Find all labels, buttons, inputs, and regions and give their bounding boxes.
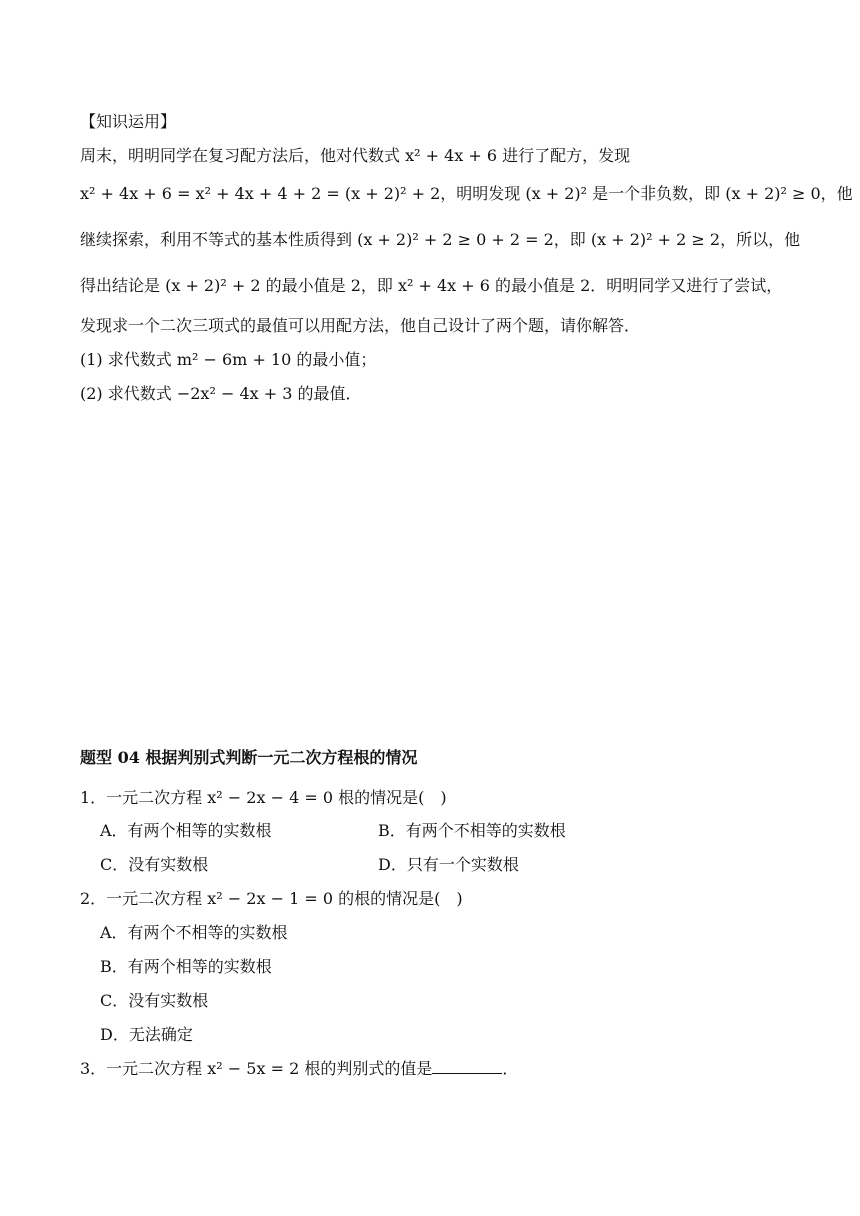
question-1-option-a: A．有两个相等的实数根 — [100, 821, 272, 840]
question-2-option-a: A．有两个不相等的实数根 — [100, 923, 288, 942]
question-3 — [80, 1059, 518, 1079]
question-2-option-c: C．没有实数根 — [100, 991, 209, 1010]
question-1-stem: 1．一元二次方程 x² − 2x − 4 = 0 根的情况是( ) — [80, 788, 447, 807]
knowledge-paragraph-line-3: 继续探索，利用不等式的基本性质得到 (x + 2)² + 2 ≥ 0 + 2 = 2，即 (x + 2)² + 2 ≥ 2，所以，他 — [80, 230, 801, 249]
question-3-stem: 3．一元二次方程 x² − 5x = 2 根的判别式的值是 — [80, 1059, 433, 1078]
answer-blank[interactable] — [432, 1059, 502, 1074]
question-3-suffix: ． — [502, 1059, 519, 1078]
knowledge-question-2: (2) 求代数式 −2x² − 4x + 3 的最值． — [80, 384, 362, 403]
question-2-option-b: B．有两个相等的实数根 — [100, 957, 272, 976]
knowledge-paragraph-line-5: 发现求一个二次三项式的最值可以用配方法，他自己设计了两个题，请你解答． — [80, 316, 641, 335]
section-title: 题型 04 根据判别式判断一元二次方程根的情况 — [80, 748, 418, 767]
question-1-option-c: C．没有实数根 — [100, 855, 209, 874]
question-2-stem: 2．一元二次方程 x² − 2x − 1 = 0 的根的情况是( ) — [80, 889, 463, 908]
question-1-option-b: B．有两个不相等的实数根 — [378, 821, 566, 840]
knowledge-paragraph-line-2: x² + 4x + 6 = x² + 4x + 4 + 2 = (x + 2)² + 2，明明发现 (x + 2)² 是一个非负数，即 (x + 2)² ≥ 0，他 — [80, 184, 853, 203]
knowledge-question-1: (1) 求代数式 m² − 6m + 10 的最小值； — [80, 350, 377, 369]
knowledge-paragraph-line-4: 得出结论是 (x + 2)² + 2 的最小值是 2，即 x² + 4x + 6 的最小值是 2．明明同学又进行了尝试， — [80, 276, 783, 295]
question-1-option-d: D．只有一个实数根 — [378, 855, 519, 874]
knowledge-paragraph-line-1: 周末，明明同学在复习配方法后，他对代数式 x² + 4x + 6 进行了配方，发现 — [80, 146, 631, 165]
knowledge-tag: 【知识运用】 — [80, 112, 177, 131]
question-2-option-d: D．无法确定 — [100, 1025, 193, 1044]
